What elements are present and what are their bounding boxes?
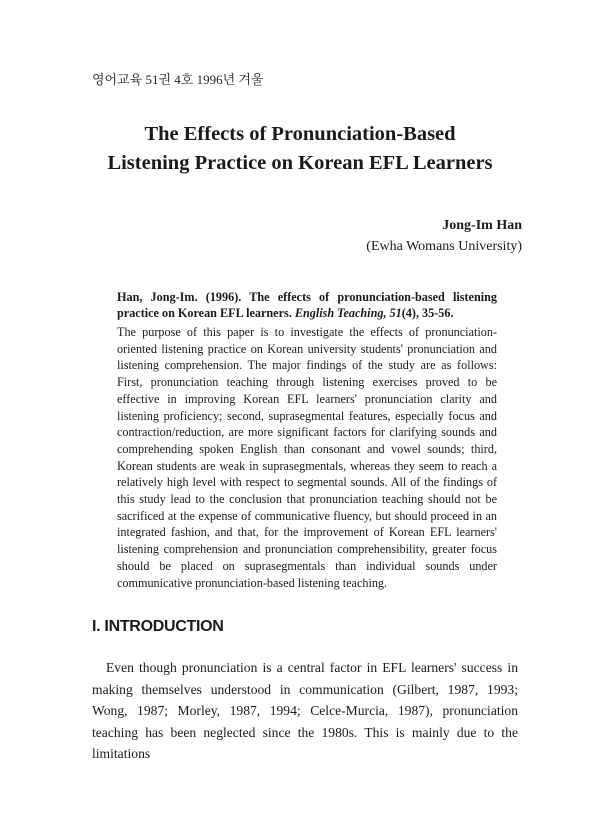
citation-journal: English Teaching, 51 (294, 306, 402, 320)
author-name: Jong-Im Han (442, 218, 522, 233)
section-heading: I. INTRODUCTION (92, 618, 224, 635)
abstract: The purpose of this paper is to investigate the effects of pronunciation-oriented listening practice on Korean university students' pronunciation and listening comprehension. The major findings of the study are as follows: First, pronunciation teaching through listening exercises proved to be effective in improving Korean EFL learners' pronunciation clarity and listening proficiency; second, suprasegmental features, especially focus and contraction/reduction, are more significant factors for clarifying sounds and comprehending spoken English than consonant and vowel sounds; third, Korean students are weak in suprasegmentals, whereas they seem to reach a relatively high level with respect to segmental sounds. All of the findings of this study lead to the conclusion that pronunciation teaching should not be sacrificed at the expense of communicative fluency, but should proceed in an integrated fashion, and that, for the improvement of Korean EFL learners' listening comprehension and pronunciation comprehensibility, greater focus should be placed on suprasegmentals than individual sounds under communicative pronunciation-based listening teaching. (117, 325, 497, 590)
journal-header: 영어교육 51권 4호 1996년 겨울 (92, 72, 264, 87)
paper-title (0, 120, 600, 178)
citation-prefix: Han, Jong-Im. (1996). The effects of pronunciation-based listening practice on Korean EFL learners. (117, 290, 497, 320)
author-block (366, 215, 522, 257)
author-affiliation: (Ewha Womans University) (366, 239, 522, 254)
title-line-2: Listening Practice on Korean EFL Learners (107, 152, 493, 174)
citation-suffix: (4), 35-56. (401, 306, 454, 320)
body-text (92, 657, 518, 765)
title-line-1: The Effects of Pronunciation-Based (144, 123, 456, 145)
paragraph: Even though pronunciation is a central factor in EFL learners' success in making themselves understood in communication (Gilbert, 1987, 1993; Wong, 1987; Morley, 1987, 1994; Celce-Murcia, 1987), pronunciation teaching has been neglected since the 1980s. This is mainly due to the limitations (92, 660, 518, 762)
citation (117, 289, 497, 321)
